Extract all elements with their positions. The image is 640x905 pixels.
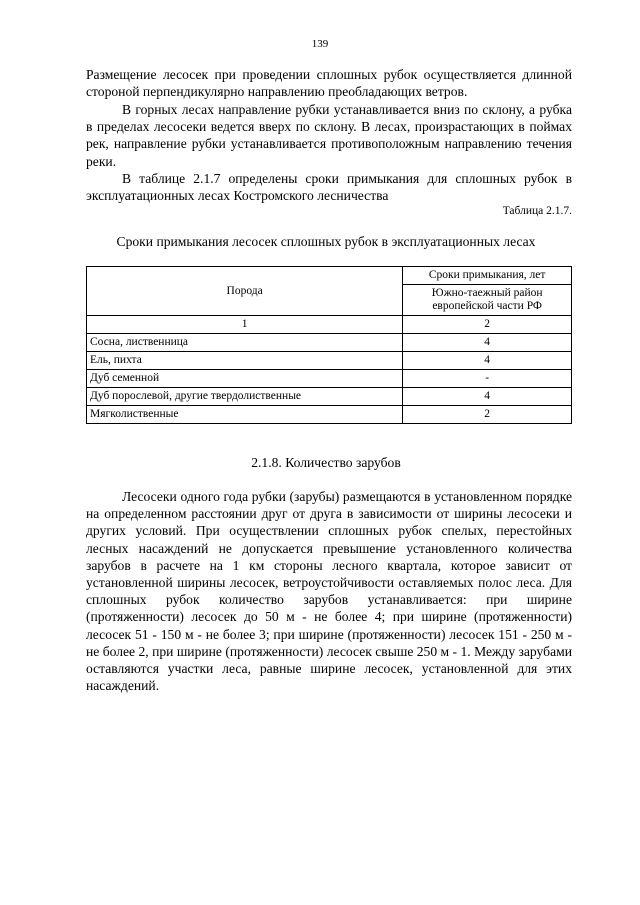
table-caption: Сроки примыкания лесосек сплошных рубок в эксплуатационных лесах (116, 234, 536, 249)
table-column-numbers-row (87, 316, 572, 334)
paragraph-mountain-forests: В горных лесах направление рубки устанавливается вниз по склону, а рубка в пределах лесосеки ведется вверх по склону. В лесах, произрастающих в поймах рек, направление рубки устанавливается противоположным направлению течения реки. (86, 102, 572, 169)
species-cell: Дуб порослевой, другие твердолиственные (87, 388, 403, 406)
section-title: 2.1.8. Количество зарубов (251, 455, 401, 470)
section-body: Лесосеки одного года рубки (зарубы) размещаются в установленном порядке на определенном расстоянии друг от друга в зависимости от ширины лесосеки и других условий. При осуществлении сплошных рубок спелых, перестойных лесных насаждений не допускается превышение установленного количества зарубов в расчете на 1 км стороны лесного квартала, которое зависит от установленной ширины лесосек, ветроустойчивости оставляемых полос леса. Для сплошных рубок количество зарубов устанавливается: при ширине (протяженности) лесосек до 50 м - не более 4; при ширине (протяженности) лесосек 51 - 150 м - не более 3; при ширине (протяженности) лесосек 151 - 250 м - не более 2, при ширине (протяженности) лесосек свыше 250 м - 1. Между зарубами оставляются участки леса, равные ширине лесосек, установленной для этих насаждений. (86, 489, 572, 694)
years-cell: - (403, 370, 572, 388)
years-cell: 4 (403, 334, 572, 352)
paragraph-placement: Размещение лесосек при проведении сплошных рубок осуществляется длинной стороной перпендикулярно направлению преобладающих ветров. (86, 67, 572, 100)
table-row (87, 388, 572, 406)
years-cell: 2 (403, 406, 572, 424)
species-cell: Ель, пихта (87, 352, 403, 370)
header-region: Южно-таежный район европейской части РФ (403, 285, 572, 316)
species-cell: Сосна, лиственница (87, 334, 403, 352)
header-species: Порода (87, 267, 403, 316)
table-row (87, 352, 572, 370)
column-number: 1 (87, 316, 403, 334)
paragraph-table-intro: В таблице 2.1.7 определены сроки примыкания для сплошных рубок в эксплуатационных лесах Костромского лесничества (86, 171, 572, 204)
adjacency-table (86, 266, 572, 424)
table-row (87, 406, 572, 424)
table-header-row (87, 267, 572, 285)
table-label: Таблица 2.1.7. (502, 205, 572, 217)
table-row (87, 370, 572, 388)
table-row (87, 334, 572, 352)
years-cell: 4 (403, 352, 572, 370)
species-cell: Мягколиственные (87, 406, 403, 424)
column-number: 2 (403, 316, 572, 334)
header-years: Сроки примыкания, лет (403, 267, 572, 285)
years-cell: 4 (403, 388, 572, 406)
page-number: 139 (311, 38, 329, 50)
species-cell: Дуб семенной (87, 370, 403, 388)
